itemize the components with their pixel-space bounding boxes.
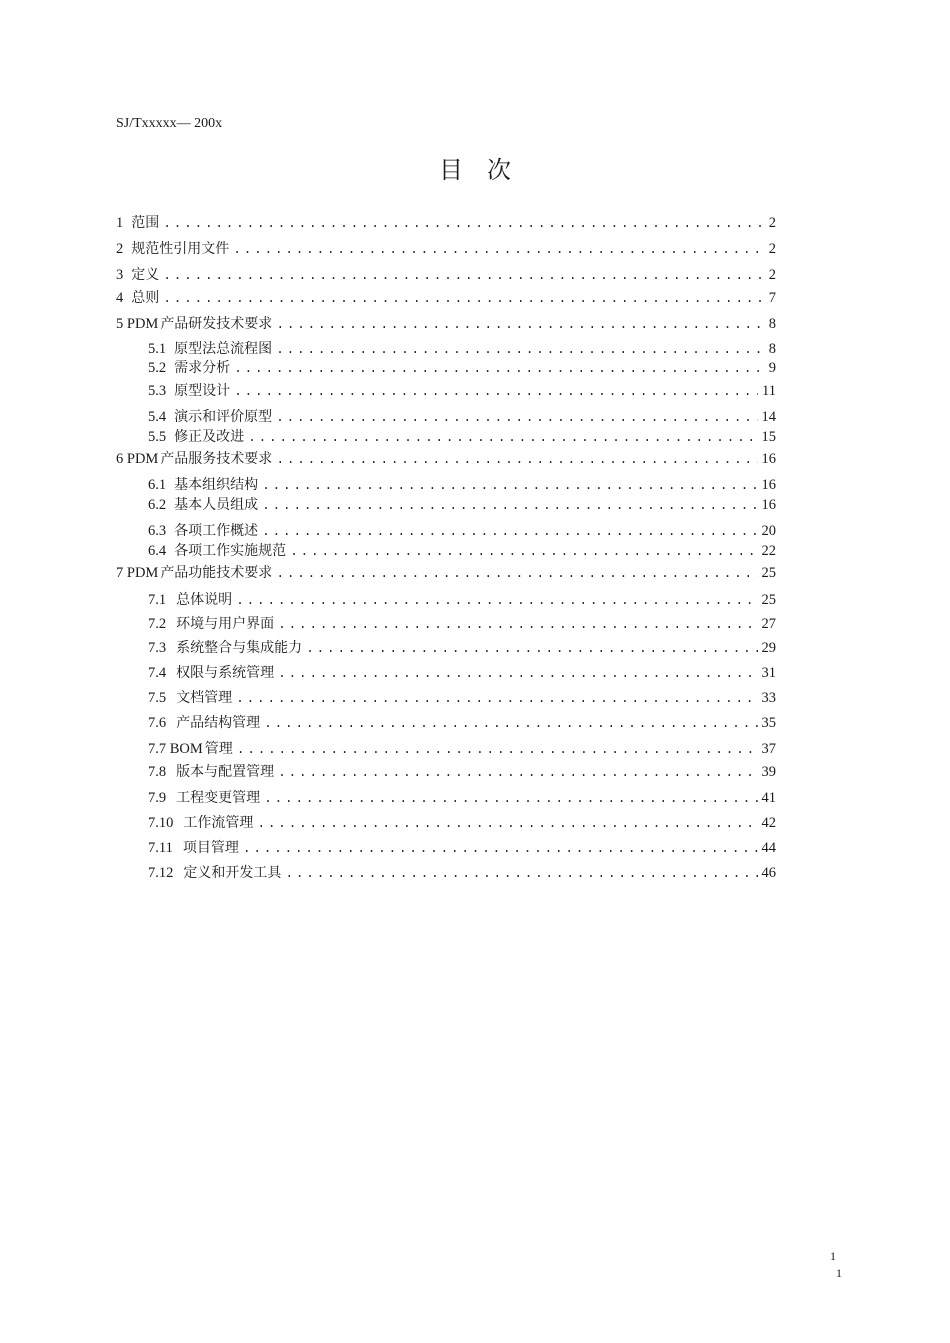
toc-entry-number: 3 xyxy=(116,267,124,283)
toc-entry-title: 规范性引用文件 xyxy=(131,241,230,257)
toc-entry-page: 2 xyxy=(768,215,776,231)
toc-entry-title: 修正及改进 xyxy=(174,429,245,445)
toc-dot-leader xyxy=(234,359,762,379)
page-title: 目次 xyxy=(439,156,535,184)
toc-entry[interactable] xyxy=(116,213,776,233)
toc-entry-title: 基本组织结构 xyxy=(174,477,259,493)
toc-entry-page: 8 xyxy=(768,316,776,332)
toc-entry-number: 7.1 xyxy=(148,592,167,608)
toc-entry[interactable] xyxy=(148,713,776,733)
toc-entry[interactable] xyxy=(148,339,776,359)
toc-entry-title: 产品研发技术要求 xyxy=(160,316,273,332)
toc-entry-number: 6 PDM xyxy=(116,451,159,467)
toc-dot-leader xyxy=(290,542,757,562)
toc-entry-title: 工程变更管理 xyxy=(176,790,261,806)
toc-dot-leader xyxy=(262,476,757,496)
toc-entry-title: 各项工作概述 xyxy=(174,523,259,539)
toc-entry-number: 5.5 xyxy=(148,429,167,445)
toc-dot-leader xyxy=(264,714,757,734)
toc-entry-page: 27 xyxy=(761,616,776,632)
toc-entry-title: 权限与系统管理 xyxy=(176,665,275,681)
toc-entry-page: 39 xyxy=(761,764,776,780)
toc-entry[interactable] xyxy=(116,449,776,469)
toc-dot-leader xyxy=(264,789,757,809)
toc-entry-number: 7 PDM xyxy=(116,565,159,581)
toc-dot-leader xyxy=(276,450,757,470)
toc-entry[interactable] xyxy=(148,475,776,495)
toc-dot-leader xyxy=(278,763,757,783)
toc-entry-page: 46 xyxy=(761,865,776,881)
toc-entry-number: 4 xyxy=(116,290,124,306)
toc-entry-page: 2 xyxy=(768,267,776,283)
toc-entry-page: 31 xyxy=(761,665,776,681)
toc-dot-leader xyxy=(276,315,762,335)
toc-entry[interactable] xyxy=(148,541,776,561)
toc-entry[interactable] xyxy=(148,838,776,858)
toc-dot-leader xyxy=(278,664,757,684)
toc-entry-number: 7.6 xyxy=(148,715,167,731)
toc-entry-title: 产品服务技术要求 xyxy=(160,451,273,467)
toc-entry-title: 范围 xyxy=(131,215,160,231)
page-number-bottom: 1 xyxy=(836,1266,842,1280)
toc-dot-leader xyxy=(163,214,762,234)
toc-entry-number: 5 PDM xyxy=(116,316,159,332)
toc-entry[interactable] xyxy=(148,663,776,683)
toc-entry[interactable] xyxy=(116,288,776,308)
toc-entry-title: 环境与用户界面 xyxy=(176,616,275,632)
toc-entry-number: 7.3 xyxy=(148,640,167,656)
toc-entry-number: 5.2 xyxy=(148,360,167,376)
toc-entry-page: 16 xyxy=(761,497,776,513)
toc-dot-leader xyxy=(237,740,758,760)
toc-dot-leader xyxy=(276,564,757,584)
toc-entry-number: 6.1 xyxy=(148,477,167,493)
toc-entry-title: 项目管理 xyxy=(182,840,239,856)
toc-dot-leader xyxy=(236,689,757,709)
toc-entry-number: 6.2 xyxy=(148,497,167,513)
toc-entry-page: 16 xyxy=(761,451,776,467)
toc-entry-page: 11 xyxy=(762,383,776,399)
toc-entry[interactable] xyxy=(148,863,776,883)
toc-entry-title: 管理 xyxy=(204,741,233,757)
toc-entry-title: 需求分析 xyxy=(174,360,231,376)
toc-entry[interactable] xyxy=(148,739,776,759)
toc-entry-number: 7.9 xyxy=(148,790,167,806)
toc-dot-leader xyxy=(257,814,757,834)
toc-entry[interactable] xyxy=(148,590,776,610)
toc-entry-number: 7.5 xyxy=(148,690,167,706)
toc-dot-leader xyxy=(278,615,757,635)
toc-entry[interactable] xyxy=(148,614,776,634)
toc-dot-leader xyxy=(262,496,757,516)
toc-entry[interactable] xyxy=(148,521,776,541)
page-number-top: 1 xyxy=(830,1249,836,1263)
toc-entry-title: 原型法总流程图 xyxy=(174,341,273,357)
toc-entry[interactable] xyxy=(148,762,776,782)
toc-entry-number: 5.4 xyxy=(148,409,167,425)
toc-entry-page: 42 xyxy=(761,815,776,831)
toc-dot-leader xyxy=(276,408,757,428)
toc-entry-page: 15 xyxy=(761,429,776,445)
toc-entry-title: 定义和开发工具 xyxy=(183,865,282,881)
toc-dot-leader xyxy=(285,864,757,884)
toc-entry[interactable] xyxy=(116,239,776,259)
toc-entry-title: 版本与配置管理 xyxy=(176,764,275,780)
toc-entry-page: 35 xyxy=(761,715,776,731)
toc-entry-number: 2 xyxy=(116,241,124,257)
toc-dot-leader xyxy=(236,591,757,611)
toc-dot-leader xyxy=(163,289,762,309)
toc-entry-number: 5.3 xyxy=(148,383,167,399)
toc-entry-title: 基本人员组成 xyxy=(174,497,259,513)
toc-entry-page: 37 xyxy=(761,741,776,757)
toc-entry[interactable] xyxy=(116,265,776,285)
toc-entry-title: 定义 xyxy=(131,267,160,283)
toc-entry-page: 22 xyxy=(761,543,776,559)
toc-entry-title: 产品结构管理 xyxy=(176,715,261,731)
toc-entry[interactable] xyxy=(148,688,776,708)
toc-entry-number: 7.4 xyxy=(148,665,167,681)
toc-entry-page: 16 xyxy=(761,477,776,493)
toc-dot-leader xyxy=(276,340,762,360)
toc-entry-title: 原型设计 xyxy=(174,383,231,399)
toc-entry-page: 14 xyxy=(761,409,776,425)
toc-entry-title: 产品功能技术要求 xyxy=(160,565,273,581)
toc-entry-number: 1 xyxy=(116,215,124,231)
toc-entry-title: 各项工作实施规范 xyxy=(174,543,287,559)
toc-entry-page: 2 xyxy=(768,241,776,257)
toc-entry-page: 25 xyxy=(761,592,776,608)
document-code: SJ/Txxxxx— 200x xyxy=(116,116,223,131)
toc-entry-page: 8 xyxy=(768,341,776,357)
toc-dot-leader xyxy=(163,266,762,286)
toc-entry-title: 文档管理 xyxy=(176,690,233,706)
toc-dot-leader xyxy=(234,382,758,402)
toc-entry-number: 7.2 xyxy=(148,616,167,632)
toc-entry-page: 33 xyxy=(761,690,776,706)
toc-entry-page: 25 xyxy=(761,565,776,581)
toc-dot-leader xyxy=(306,639,757,659)
toc-entry-number: 6.4 xyxy=(148,543,167,559)
toc-entry[interactable] xyxy=(148,427,776,447)
toc-entry[interactable] xyxy=(148,813,776,833)
toc-entry[interactable] xyxy=(148,495,776,515)
toc-entry[interactable] xyxy=(148,381,776,401)
toc-entry-number: 7.8 xyxy=(148,764,167,780)
toc-entry-number: 5.1 xyxy=(148,341,167,357)
toc-entry-number: 7.12 xyxy=(148,865,174,881)
toc-entry-title: 工作流管理 xyxy=(183,815,254,831)
toc-entry-number: 7.7 BOM xyxy=(148,741,203,757)
toc-entry-number: 7.11 xyxy=(148,840,173,856)
toc-dot-leader xyxy=(262,522,757,542)
toc-entry[interactable] xyxy=(116,563,776,583)
toc-entry-number: 6.3 xyxy=(148,523,167,539)
toc-entry[interactable] xyxy=(148,788,776,808)
toc-entry-title: 总体说明 xyxy=(176,592,233,608)
toc-entry-title: 演示和评价原型 xyxy=(174,409,273,425)
toc-entry-page: 9 xyxy=(768,360,776,376)
toc-dot-leader xyxy=(243,839,758,859)
toc-entry[interactable] xyxy=(148,358,776,378)
toc-entry-title: 总则 xyxy=(131,290,160,306)
toc-dot-leader xyxy=(248,428,757,448)
toc-entry-page: 41 xyxy=(761,790,776,806)
toc-entry-number: 7.10 xyxy=(148,815,174,831)
toc-entry-page: 29 xyxy=(761,640,776,656)
toc-dot-leader xyxy=(233,240,762,260)
toc-entry-page: 44 xyxy=(761,840,776,856)
toc-entry-page: 7 xyxy=(768,290,776,306)
toc-entry[interactable] xyxy=(116,314,776,334)
toc-entry-page: 20 xyxy=(761,523,776,539)
toc-entry-title: 系统整合与集成能力 xyxy=(176,640,303,656)
toc-entry[interactable] xyxy=(148,638,776,658)
toc-entry[interactable] xyxy=(148,407,776,427)
